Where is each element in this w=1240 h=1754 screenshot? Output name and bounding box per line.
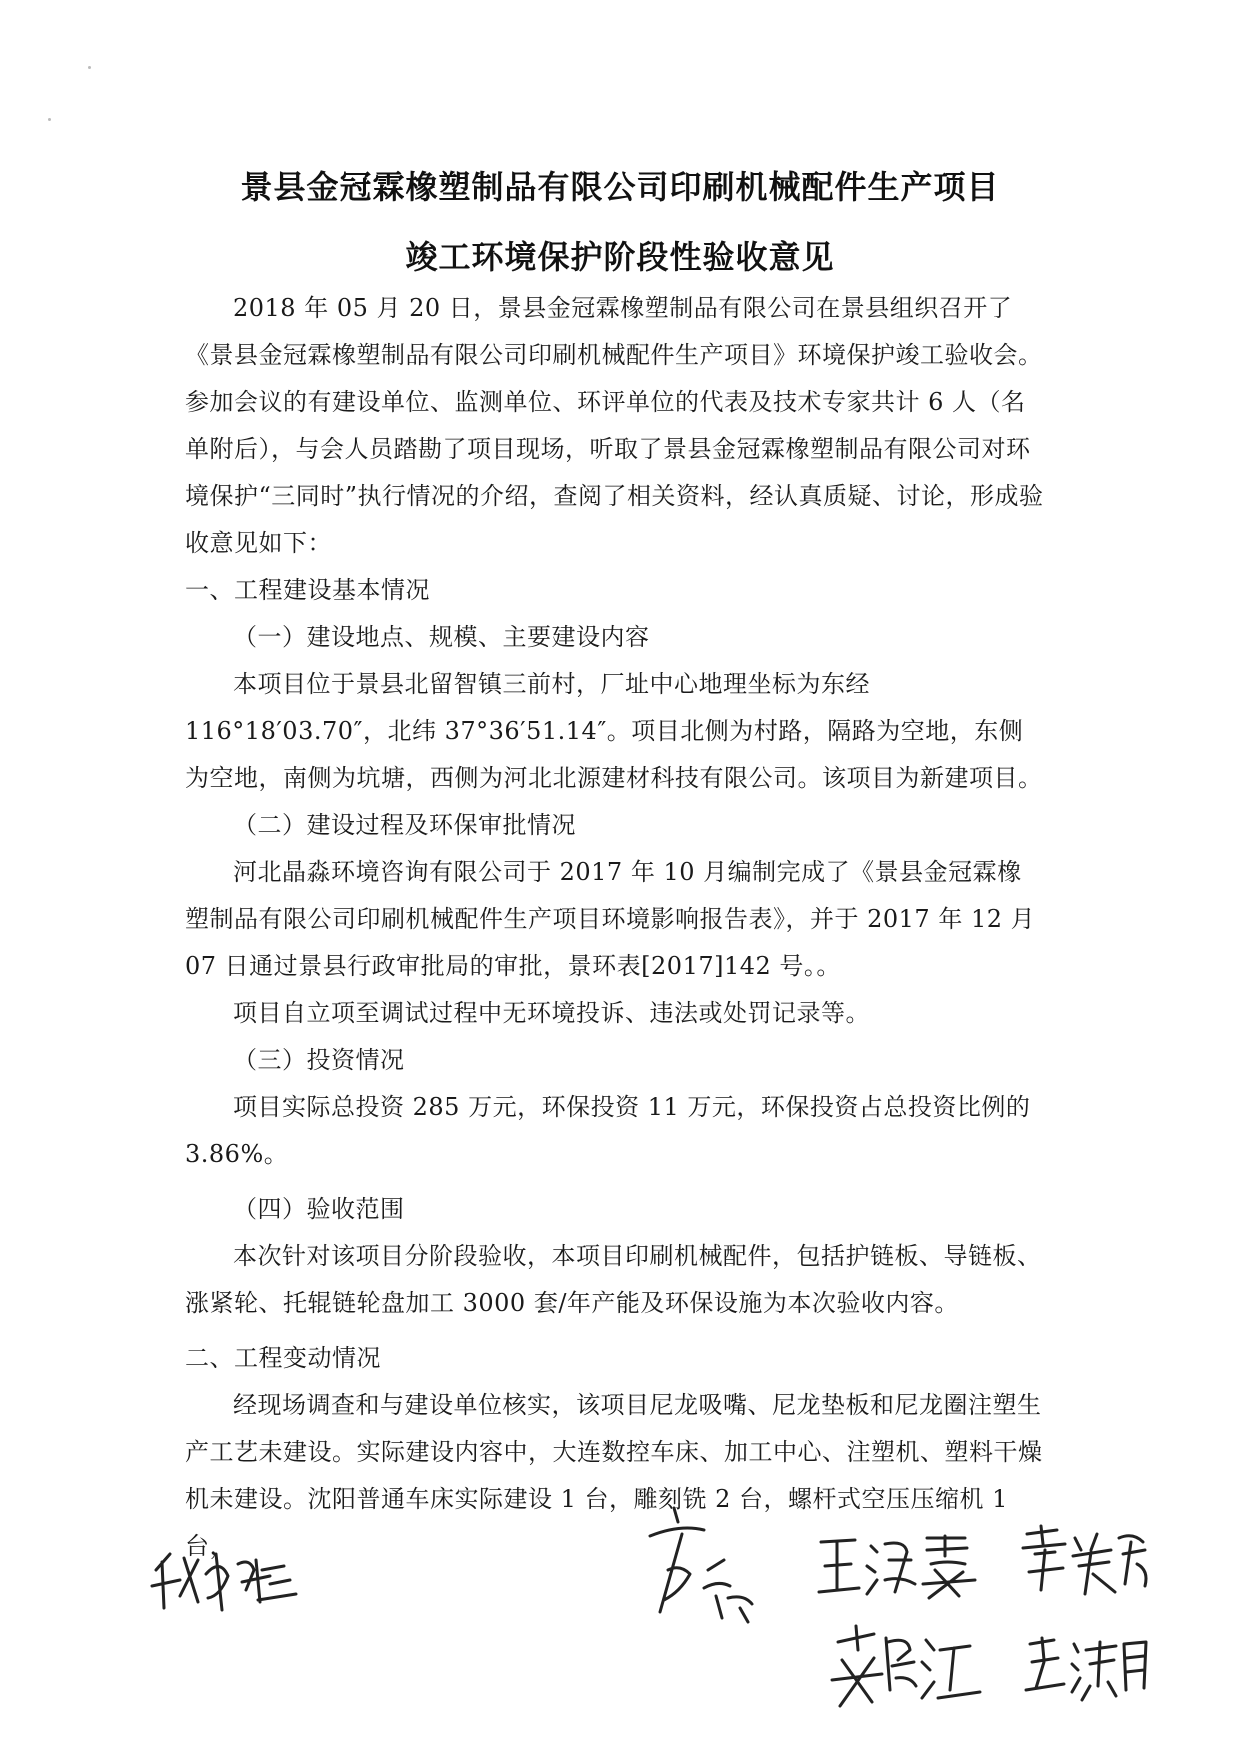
subsection-heading-4: （四）验收范围 — [233, 1195, 405, 1223]
intro-paragraph: 2018 年 05 月 20 日，景县金冠霖橡塑制品有限公司在景县组织召开了《景县金冠霖橡塑制品有限公司印刷机械配件生产项目》环境保护竣工验收会。参加会议的有建设单位、监测单位、环评单位的代表及技术专家共计 6 人（名单附后），与会人员踏勘了项目现场，听取了景县金冠霖橡塑制品有限公司对环境保护“三同时”执行情况的介绍，查阅了相关资料，经认真质疑、讨论，形成验收意见如下： — [185, 294, 1044, 557]
section-heading-1: 一、工程建设基本情况 — [185, 576, 430, 604]
document-body — [185, 285, 1045, 1570]
no-complaint-paragraph: 项目自立项至调试过程中无环境投诉、违法或处罚记录等。 — [233, 999, 870, 1027]
signature-5 — [830, 1620, 1000, 1730]
subsection-heading-2: （二）建设过程及环保审批情况 — [233, 811, 576, 839]
scan-speck — [48, 118, 51, 121]
signature-6 — [1020, 1630, 1155, 1710]
document-title-line1: 景县金冠霖橡塑制品有限公司印刷机械配件生产项目 — [240, 168, 1000, 206]
signature-3 — [815, 1530, 985, 1605]
location-paragraph: 本项目位于景县北留智镇三前村，厂址中心地理坐标为东经 116°18′03.70″，北纬 37°36′51.14″。项目北侧为村路，隔路为空地，东侧为空地，南侧为坑塘，西侧为河北北源建材科技有限公司。该项目为新建项目。 — [185, 670, 1043, 792]
signature-1 — [150, 1540, 300, 1620]
section-heading-2: 二、工程变动情况 — [185, 1344, 381, 1372]
subsection-heading-3: （三）投资情况 — [233, 1046, 405, 1074]
changes-paragraph: 经现场调查和与建设单位核实，该项目尼龙吸嘴、尼龙垫板和尼龙圈注塑生产工艺未建设。实际建设内容中，大连数控车床、加工中心、注塑机、塑料干燥机未建设。沈阳普通车床实际建设 1 台，雕刻铣 2 台，螺杆式空压压缩机 1 台， — [185, 1391, 1043, 1560]
signature-4 — [1015, 1520, 1155, 1600]
subsection-heading-1: （一）建设地点、规模、主要建设内容 — [233, 623, 650, 651]
investment-paragraph: 项目实际总投资 285 万元，环保投资 11 万元，环保投资占总投资比例的 3.86%。 — [185, 1093, 1031, 1168]
document-title-line2: 竣工环境保护阶段性验收意见 — [405, 238, 835, 276]
approval-paragraph: 河北晶淼环境咨询有限公司于 2017 年 10 月编制完成了《景县金冠霖橡塑制品有限公司印刷机械配件生产项目环境影响报告表》，并于 2017 年 12 月 07 日通过景县行政审批局的审批，景环表[2017]142 号。。 — [185, 858, 1036, 980]
scope-paragraph: 本次针对该项目分阶段验收，本项目印刷机械配件，包括护链板、导链板、涨紧轮、托辊链轮盘加工 3000 套/年产能及环保设施为本次验收内容。 — [185, 1242, 1042, 1317]
scan-speck — [88, 66, 91, 69]
signature-2 — [620, 1500, 760, 1630]
